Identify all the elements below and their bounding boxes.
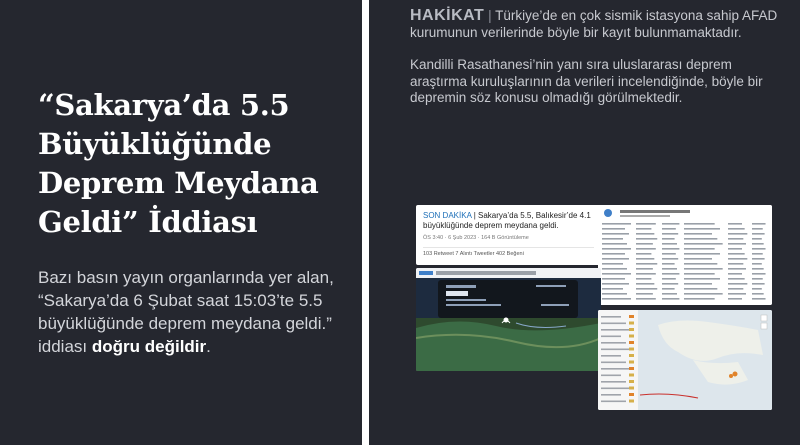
tweet-screenshot [416,205,601,265]
tweet-highlight: SON DAKİKA [423,211,472,220]
world-map-screenshot [598,310,772,410]
panel-divider [362,0,369,445]
claim-headline: “Sakarya’da 5.5 Büyüklüğünde Deprem Meydana Geldi” İddiası [38,88,319,239]
claim-panel [0,0,362,445]
hakikat-label: HAKİKAT [410,7,485,24]
tweet-title [423,211,594,231]
summary-end: . [206,337,211,356]
tweet-meta: ÖS 3:40 · 6 Şub 2023 · 164 B Görüntüleme [423,235,529,241]
earthquake-table-screenshot [598,205,772,305]
quake-map-graphic [416,268,601,371]
truth-text-block [410,8,790,107]
tweet-title-rest: | Sakarya’da 5.5, Balıkesir’de 4.1 büyüklüğünde deprem meydana geldi. [423,211,591,230]
truth-paragraph-2: Kandilli Rasathanesi’nin yanı sıra uluslararası deprem araştırma kuruluşlarının da verileri incelendiğinde, böyle bir depremin söz konusu olmadığı görülmektedir. [410,57,763,105]
verdict-text: doğru değildir [91,337,207,356]
truth-panel [369,0,800,445]
tweet-stats: 103 Retweet 7 Alıntı Tweetler 402 Beğeni [423,247,594,257]
truth-text-1: Türkiye’de en çok sismik istasyona sahip AFAD kurumunun verilerinde böyle bir kayıt bulunmamaktadır. [410,8,778,40]
world-map-graphic [598,310,772,410]
claim-summary [38,266,350,358]
truth-paragraph-1 [410,8,790,41]
label-separator: | [488,8,492,23]
quake-map-screenshot [416,268,601,371]
summary-text: Bazı basın yayın organlarında yer alan, “Sakarya’da 6 Şubat saat 15:03’te 5.5 büyüklüğünde deprem meydana geldi.” iddiası [38,268,334,356]
earthquake-table-graphic [598,205,772,305]
